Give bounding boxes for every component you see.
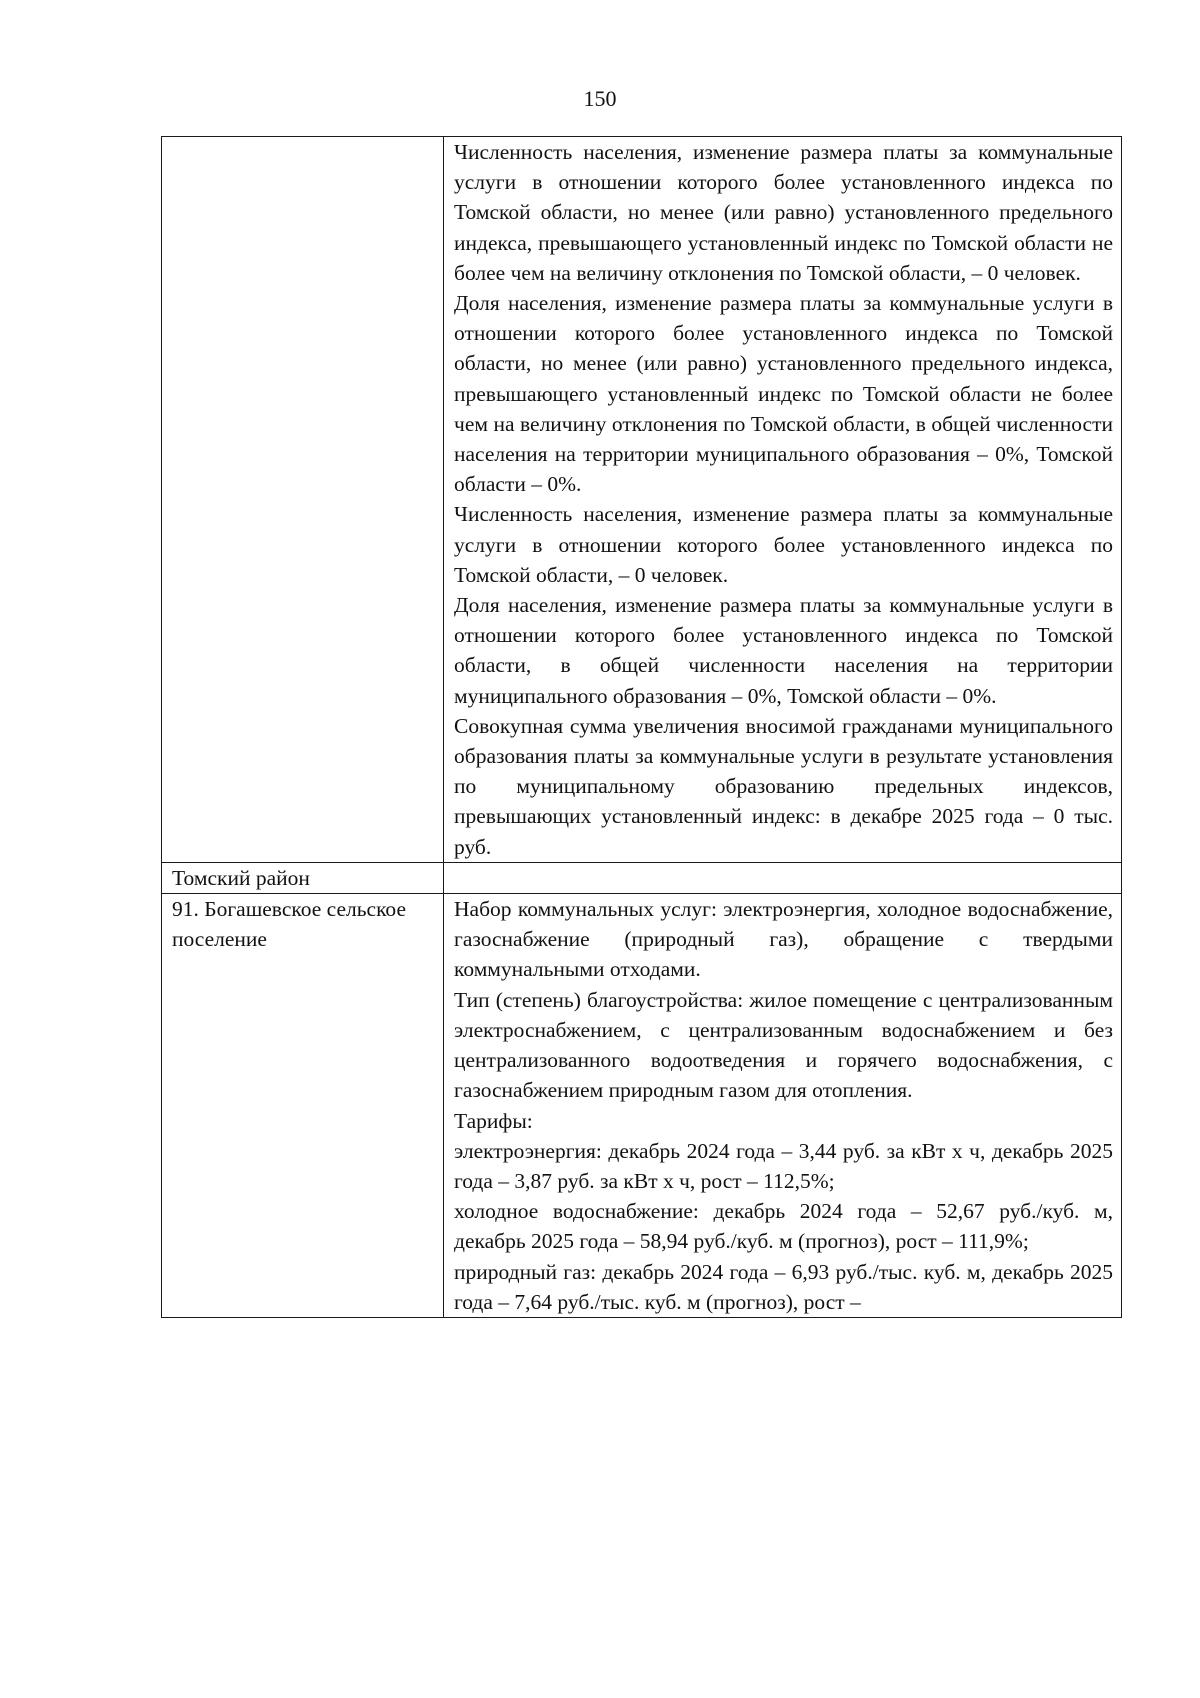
paragraph: Доля населения, изменение размера платы за коммунальные услуги в отношении которого более установленного индекса по Томской области, в общей численности населения на территории муниципального образования – 0%, Томской области – 0%. xyxy=(454,593,1113,708)
paragraph: электроэнергия: декабрь 2024 года – 3,44 руб. за кВт х ч, декабрь 2025 года – 3,87 руб. за кВт х ч, рост – 112,5%; xyxy=(454,1138,1113,1193)
paragraph: Тарифы: xyxy=(454,1108,533,1133)
table-cell-municipality: 91. Богашевское сельское поселение xyxy=(162,894,444,1318)
document-table xyxy=(161,136,1122,1318)
paragraph: природный газ: декабрь 2024 года – 6,93 руб./тыс. куб. м, декабрь 2025 года – 7,64 руб./тыс. куб. м (прогноз), рост – xyxy=(454,1259,1113,1314)
paragraph: Набор коммунальных услуг: электроэнергия, холодное водоснабжение, газоснабжение (природный газ), обращение с твердыми коммунальными отходами. xyxy=(454,897,1113,982)
paragraph: Численность населения, изменение размера платы за коммунальные услуги в отношении которого более установленного индекса по Томской области, но менее (или равно) установленного предельного индекса, превышающего установленный индекс по Томской области не более чем на величину отклонения по Томской области, – 0 человек. xyxy=(454,140,1113,285)
table-cell-municipality xyxy=(162,137,444,863)
table-row xyxy=(162,862,1122,893)
paragraph: Тип (степень) благоустройства: жилое помещение с централизованным электроснабжением, с централизованным водоснабжением и без централизованного водоотведения и горячего водоснабжения, с газоснабжением природным газом для отопления. xyxy=(454,987,1113,1103)
table-row xyxy=(162,894,1122,1318)
table-cell-description xyxy=(444,137,1122,863)
table-cell-description xyxy=(444,894,1122,1318)
paragraph: Численность населения, изменение размера платы за коммунальные услуги в отношении которого более установленного индекса по Томской области, – 0 человек. xyxy=(454,502,1113,587)
page-number: 150 xyxy=(583,86,617,111)
table-row xyxy=(162,137,1122,863)
paragraph: Совокупная сумма увеличения вносимой гражданами муниципального образования платы за коммунальные услуги в результате установления по муниципальному образованию предельных индексов, превышающих установленный индекс: в декабре 2025 года – 0 тыс. руб. xyxy=(454,713,1113,859)
paragraph: Доля населения, изменение размера платы за коммунальные услуги в отношении которого более установленного индекса по Томской области, но менее (или равно) установленного предельного индекса, превышающего установленный индекс по Томской области не более чем на величину отклонения по Томской области, в общей численности населения на территории муниципального образования – 0%, Томской области – 0%. xyxy=(454,291,1113,497)
table-cell-district: Томский район xyxy=(162,862,444,893)
table-cell-description xyxy=(444,862,1122,893)
paragraph: холодное водоснабжение: декабрь 2024 года – 52,67 руб./куб. м, декабрь 2025 года – 58,94 руб./куб. м (прогноз), рост – 111,9%; xyxy=(454,1199,1113,1254)
